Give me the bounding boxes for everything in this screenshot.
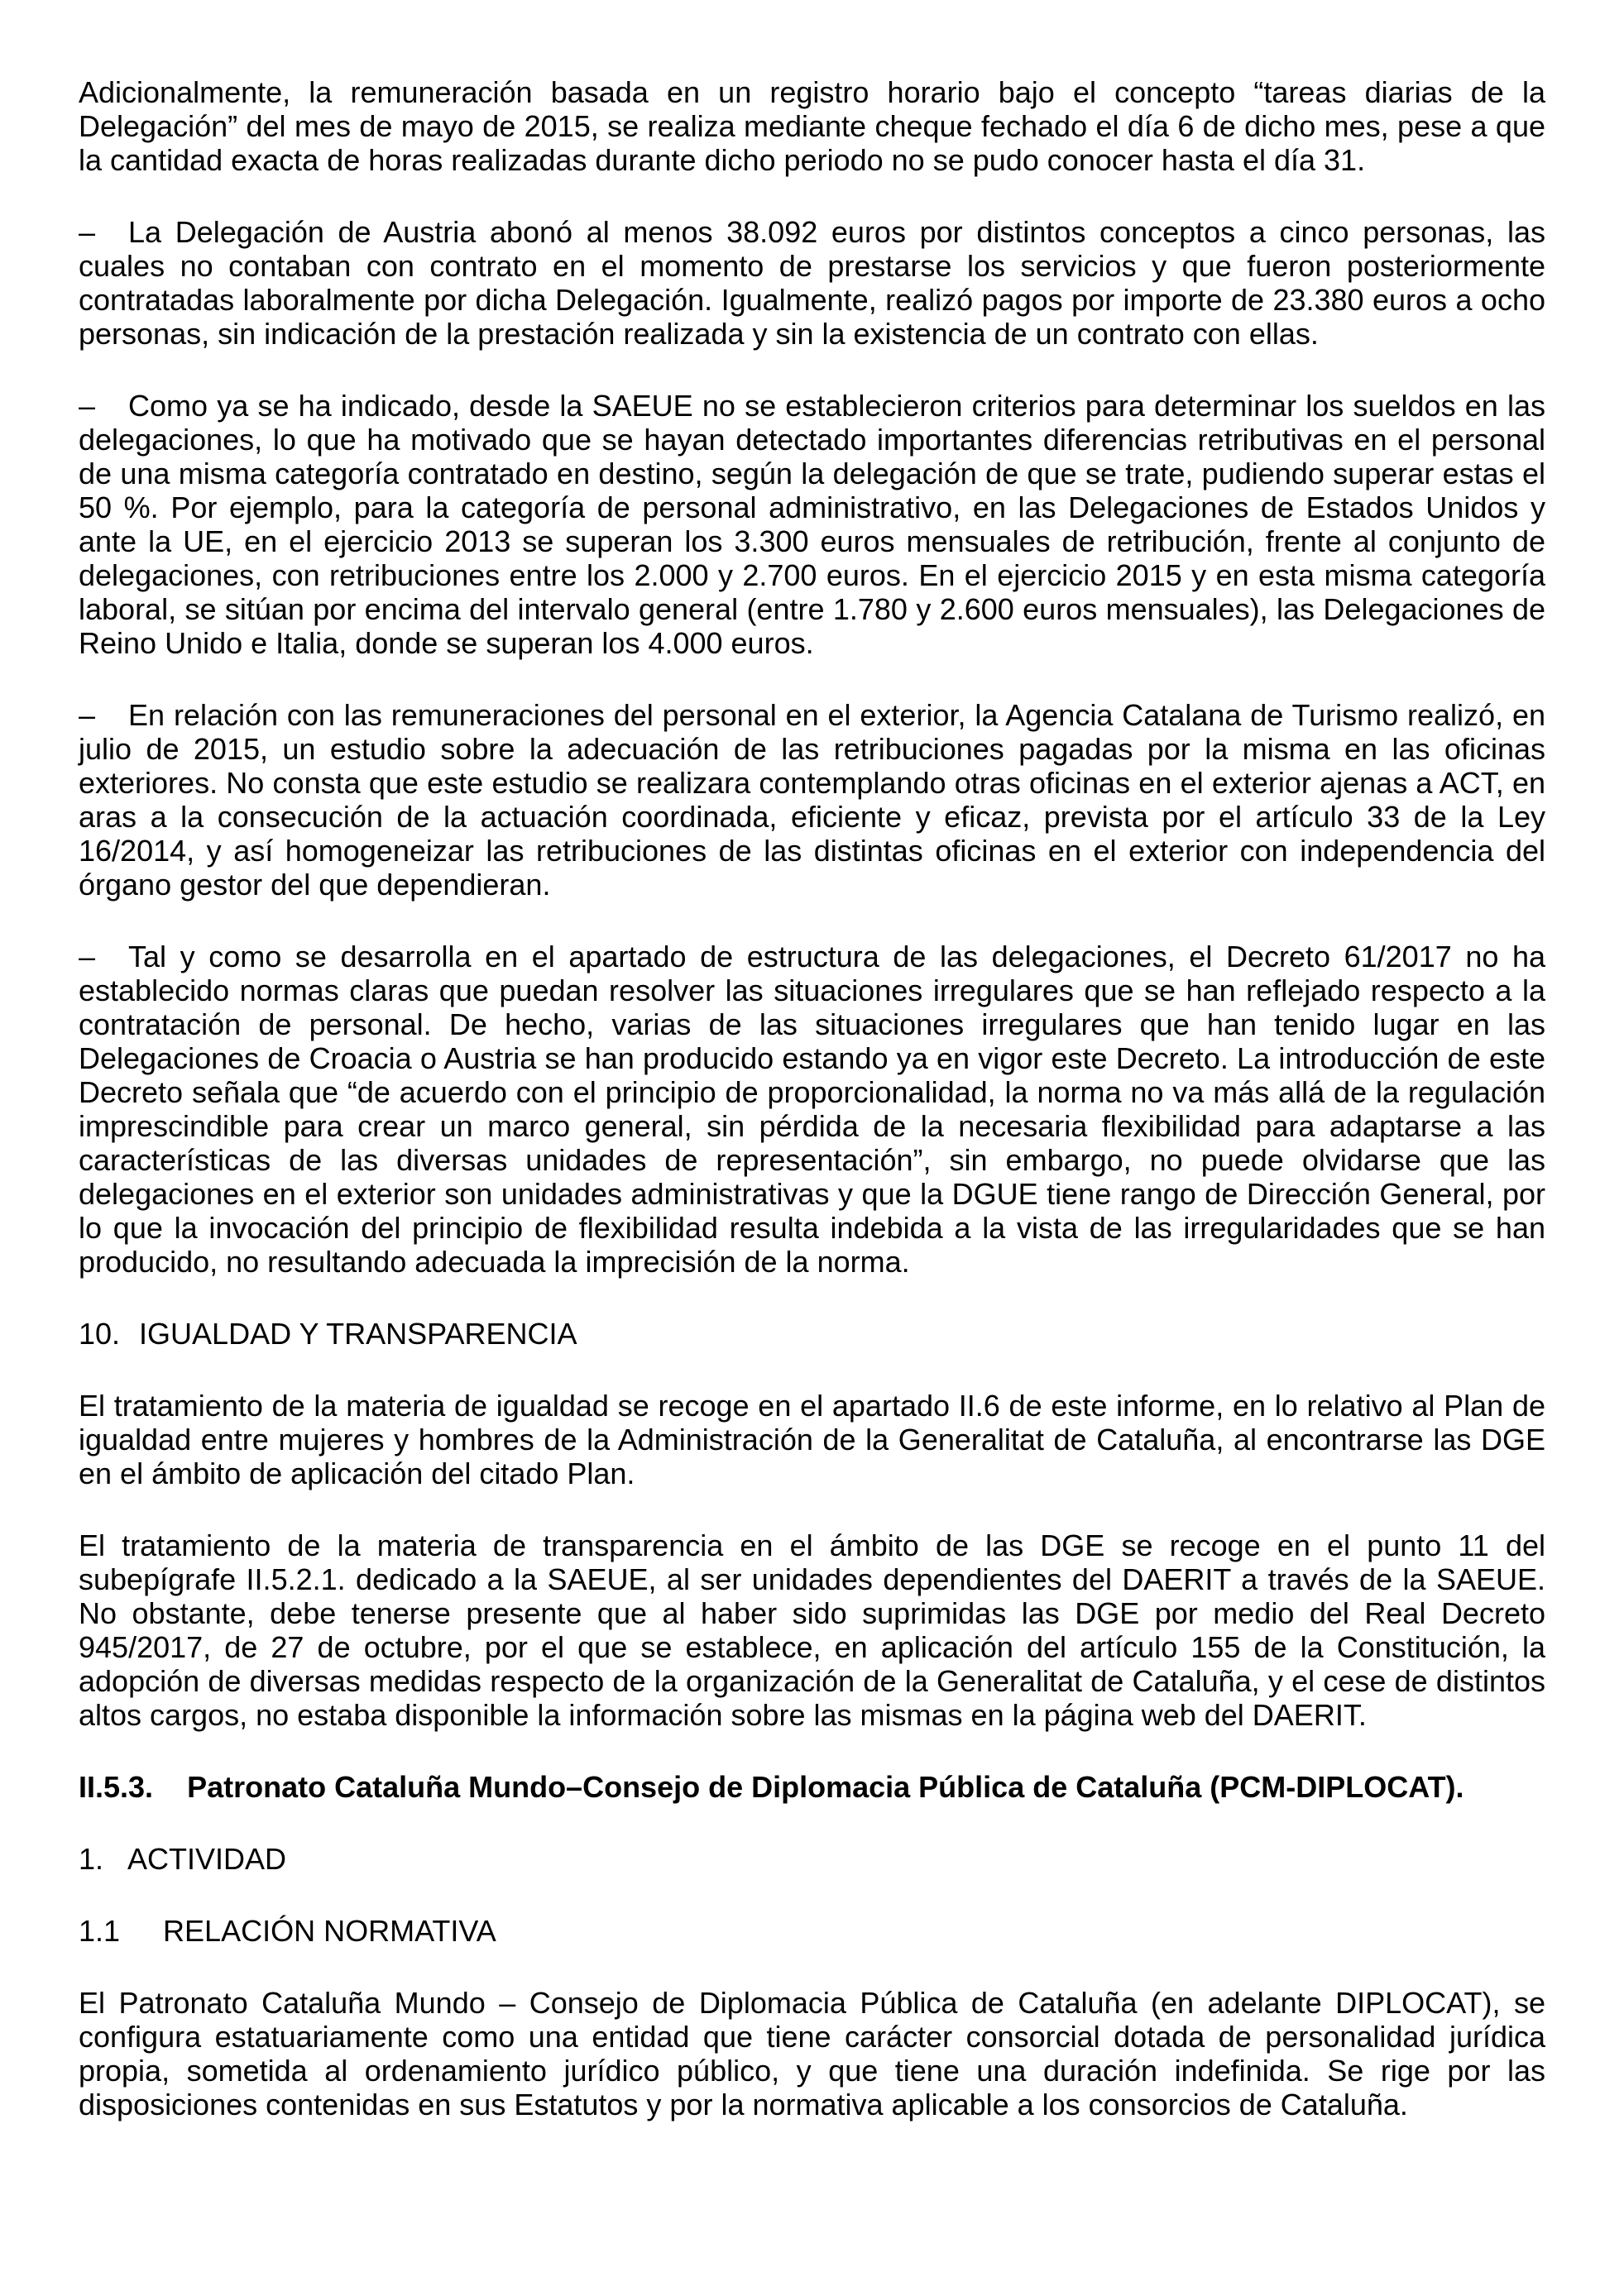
section-number: 1. — [79, 1842, 104, 1876]
bullet-paragraph-decreto-61-2017 — [79, 940, 1545, 1279]
bullet-paragraph-remuneraciones-exterior — [79, 698, 1545, 902]
paragraph-text: Adicionalmente, la remuneración basada en un registro horario bajo el concepto “tareas diarias de la Delegación” del mes de mayo de 2015, se realiza mediante cheque fechado el día 6 de dicho mes, pese a que la cantidad exacta de horas realizadas durante dicho periodo no se pudo conocer hasta el día 31. — [79, 75, 1545, 177]
paragraph-text: Tal y como se desarrolla en el apartado de estructura de las delegaciones, el Decreto 61/2017 no ha establecido normas claras que puedan resolver las situaciones irregulares que se han reflejado respecto a la contratación de personal. De hecho, varias de las situaciones irregulares que han tenido lugar en las Delegaciones de Croacia o Austria se han producido estando ya en vigor este Decreto. La introducción de este Decreto señala que “de acuerdo con el principio de proporcionalidad, la norma no va más allá de la regulación imprescindible para crear un marco general, sin pérdida de la necesaria flexibilidad para adaptarse a las características de las diversas unidades de representación”, sin embargo, no puede olvidarse que las delegaciones en el exterior son unidades administrativas y que la DGUE tiene rango de Dirección General, por lo que la invocación del principio de flexibilidad resulta indebida a la vista de las irregularidades que se han producido, no resultando adecuada la imprecisión de la norma. — [79, 940, 1545, 1279]
paragraph-text: El Patronato Cataluña Mundo – Consejo de Diplomacia Pública de Cataluña (en adelante DIPLOCAT), se configura estatuariamente como una entidad que tiene carácter consorcial dotada de personalidad jurídica propia, sometida al ordenamiento jurídico público, y que tiene una duración indefinida. Se rige por las disposiciones contenidas en sus Estatutos y por la normativa aplicable a los consorcios de Cataluña. — [79, 1986, 1545, 2121]
dash-bullet-marker: – — [79, 698, 96, 732]
paragraph-text: La Delegación de Austria abonó al menos 38.092 euros por distintos conceptos a cinco personas, las cuales no contaban con contrato en el momento de prestarse los servicios y que fueron posteriormente contratadas laboralmente por dicha Delegación. Igualmente, realizó pagos por importe de 23.380 euros a ocho personas, sin indicación de la prestación realizada y sin la existencia de un contrato con ellas. — [79, 215, 1545, 351]
paragraph-patronato-diplocat — [79, 1986, 1545, 2121]
tab-spacer — [120, 1343, 139, 1344]
bullet-paragraph-criterios-sueldos — [79, 389, 1545, 660]
section-heading-igualdad-transparencia — [79, 1317, 1545, 1351]
bullet-paragraph-delegacion-austria — [79, 215, 1545, 351]
section-heading-pcm-diplocat — [79, 1770, 1545, 1804]
paragraph-remuneracion-registro-horario — [79, 75, 1545, 177]
paragraph-materia-transparencia — [79, 1528, 1545, 1732]
tab-spacer — [120, 1940, 163, 1941]
section-number: II.5.3. — [79, 1770, 154, 1804]
section-heading-actividad — [79, 1842, 1545, 1876]
section-heading-relacion-normativa — [79, 1914, 1545, 1948]
tab-spacer — [95, 966, 128, 967]
section-title: Patronato Cataluña Mundo–Consejo de Diplomacia Pública de Cataluña (PCM-DIPLOCAT). — [187, 1770, 1464, 1804]
paragraph-text: En relación con las remuneraciones del personal en el exterior, la Agencia Catalana de Turismo realizó, en julio de 2015, un estudio sobre la adecuación de las retribuciones pagadas por la misma en las oficinas exteriores. No consta que este estudio se realizara contemplando otras oficinas en el exterior ajenas a ACT, en aras a la consecución de la actuación coordinada, eficiente y eficaz, prevista por el artículo 33 de la Ley 16/2014, y así homogeneizar las retribuciones de las distintas oficinas en el exterior con independencia del órgano gestor del que dependieran. — [79, 698, 1545, 902]
paragraph-text: Como ya se ha indicado, desde la SAEUE no se establecieron criterios para determinar los sueldos en las delegaciones, lo que ha motivado que se hayan detectado importantes diferencias retributivas en el personal de una misma categoría contratado en destino, según la delegación de que se trate, pudiendo superar estas el 50 %. Por ejemplo, para la categoría de personal administrativo, en las Delegaciones de Estados Unidos y ante la UE, en el ejercicio 2013 se superan los 3.300 euros mensuales de retribución, frente al conjunto de delegaciones, con retribuciones entre los 2.000 y 2.700 euros. En el ejercicio 2015 y en esta misma categoría laboral, se sitúan por encima del intervalo general (entre 1.780 y 2.600 euros mensuales), las Delegaciones de Reino Unido e Italia, donde se superan los 4.000 euros. — [79, 389, 1545, 660]
section-number: 1.1 — [79, 1914, 121, 1948]
tab-spacer — [95, 415, 128, 416]
dash-bullet-marker: – — [79, 940, 96, 973]
paragraph-text: El tratamiento de la materia de transparencia en el ámbito de las DGE se recoge en el punto 11 del subepígrafe II.5.2.1. dedicado a la SAEUE, al ser unidades dependientes del DAERIT a través de la SAEUE. No obstante, debe tenerse presente que al haber sido suprimidas las DGE por medio del Real Decreto 945/2017, de 27 de octubre, por el que se establece, en aplicación del artículo 155 de la Constitución, la adopción de diversas medidas respecto de la organización de la Generalitat de Cataluña, y el cese de distintos altos cargos, no estaba disponible la información sobre las mismas en la página web del DAERIT. — [79, 1528, 1545, 1732]
dash-bullet-marker: – — [79, 215, 96, 249]
tab-spacer — [103, 1868, 127, 1869]
section-title: IGUALDAD Y TRANSPARENCIA — [139, 1317, 577, 1351]
paragraph-materia-igualdad — [79, 1389, 1545, 1490]
paragraph-text: El tratamiento de la materia de igualdad se recoge en el apartado II.6 de este informe, en lo relativo al Plan de igualdad entre mujeres y hombres de la Administración de la Generalitat de Cataluña, al encontrarse las DGE en el ámbito de aplicación del citado Plan. — [79, 1389, 1545, 1490]
tab-spacer — [153, 1796, 187, 1797]
dash-bullet-marker: – — [79, 389, 96, 423]
section-title: ACTIVIDAD — [127, 1842, 287, 1876]
section-number: 10. — [79, 1317, 121, 1351]
section-title: RELACIÓN NORMATIVA — [163, 1914, 496, 1948]
